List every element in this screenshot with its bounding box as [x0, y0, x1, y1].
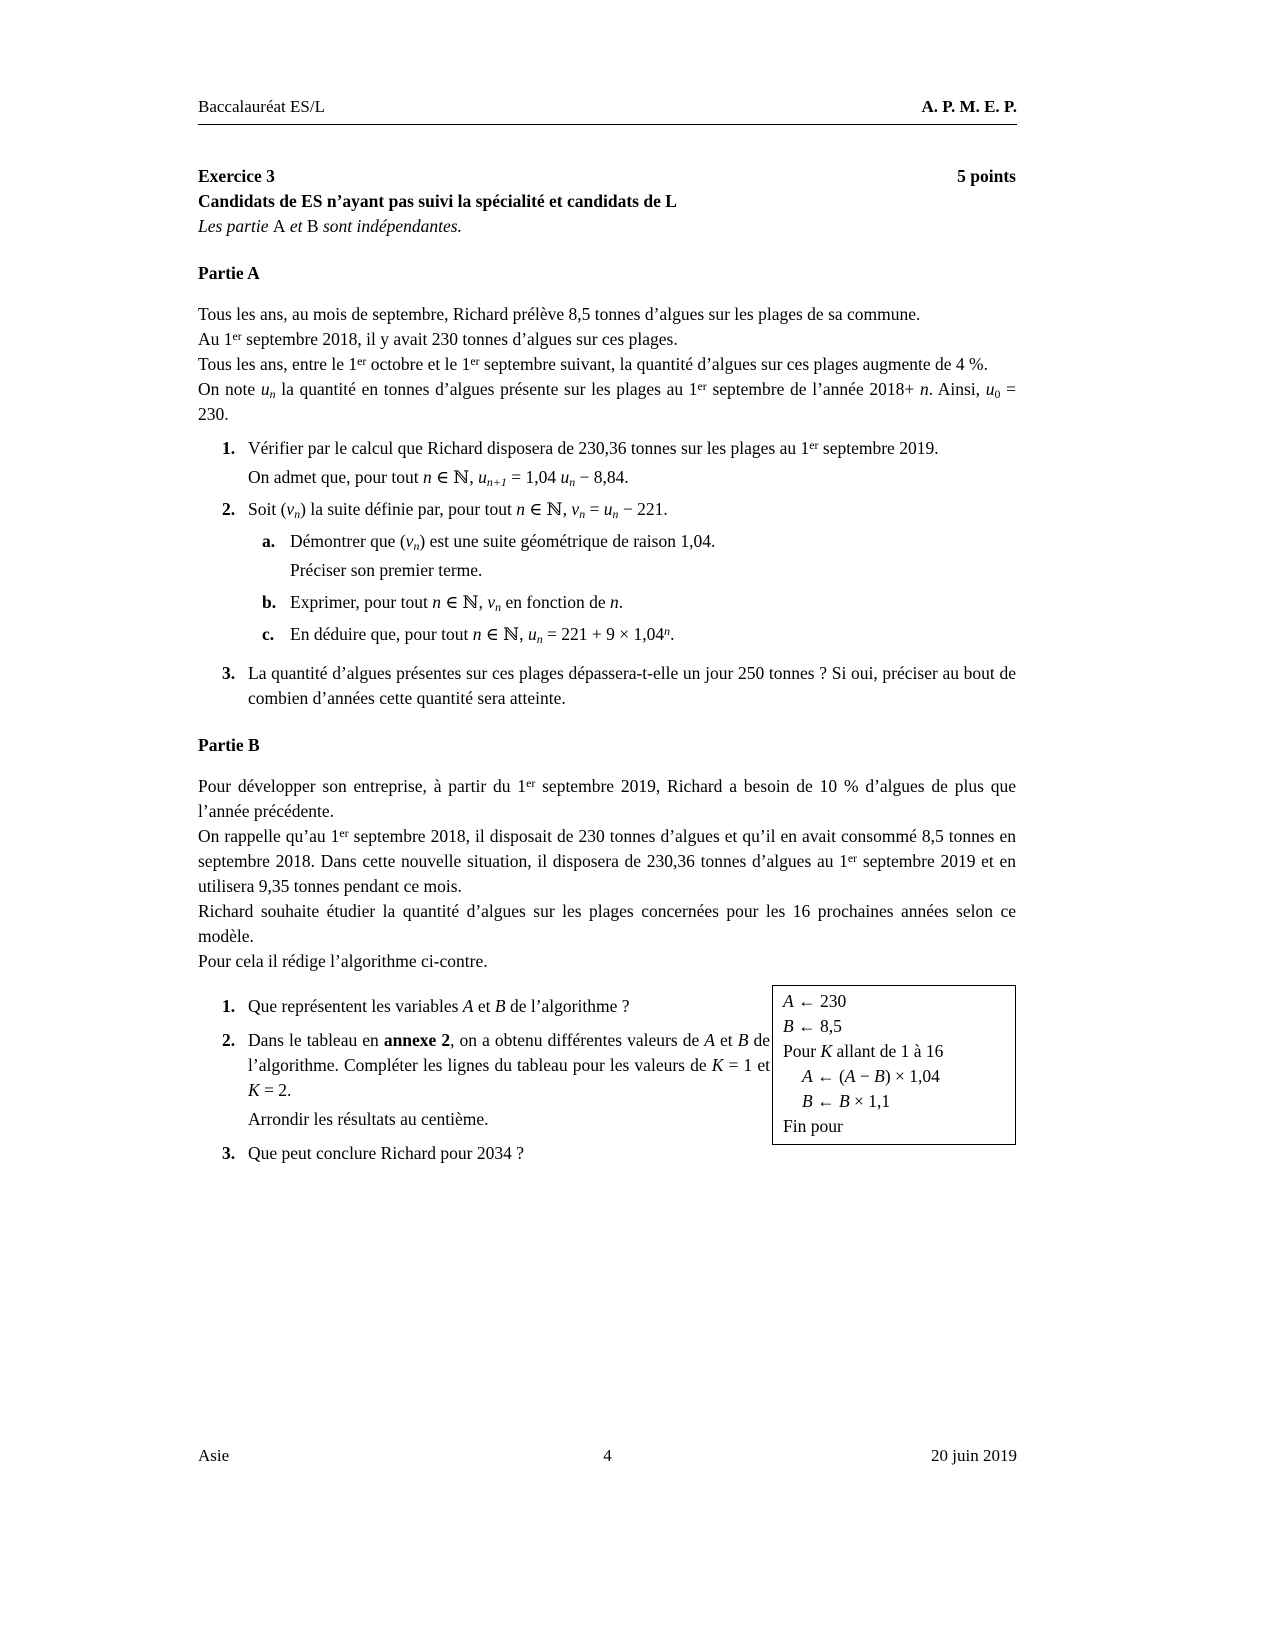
- part-b-questions-and-algorithm: [198, 985, 1016, 1175]
- item-text: En déduire que, pour tout n ∈ ℕ, $u_n = 221 + 9 \times 1,04^n$.: [290, 623, 675, 646]
- page-content: [198, 164, 1016, 1175]
- exercise-title: Exercice 3: [198, 166, 275, 186]
- algorithm-line: Fin pour: [783, 1116, 843, 1136]
- paragraph: Richard souhaite étudier la quantité d’algues sur les plages concernées pour les 16 prochaines années selon ce modèle.: [198, 901, 1016, 946]
- paragraph: Tous les ans, entre le 1er octobre et le 1er septembre suivant, la quantité d’algues sur ces plages augmente de 4 %.: [198, 353, 988, 374]
- page-footer: [198, 1443, 1017, 1468]
- item-body: [248, 436, 1016, 490]
- list-item: [222, 1028, 770, 1132]
- page-header: [198, 94, 1017, 125]
- exercise-subtitle: Candidats de ES n’ayant pas suivi la spécialité et candidats de L: [198, 191, 677, 211]
- algorithm-line: A ← (A − B) × 1,04: [802, 1066, 940, 1086]
- item-body: [248, 497, 1016, 654]
- header-document-title: Baccalauréat ES/L: [198, 97, 325, 116]
- paragraph: Pour cela il rédige l’algorithme ci-contre.: [198, 951, 488, 971]
- item-text: Arrondir les résultats au centième.: [248, 1109, 489, 1129]
- item-text: Vérifier par le calcul que Richard disposera de 230,36 tonnes sur les plages au 1er septembre 2019.: [248, 437, 939, 458]
- exercise-points: 5 points: [957, 166, 1016, 186]
- paragraph: On rappelle qu’au 1er septembre 2018, il disposait de 230 tonnes d’algues et qu’il en avait consommé 8,5 tonnes en septembre 2018. Dans cette nouvelle situation, il disposera de 230,36 tonnes d’algues au 1er septembre 2019 et en utilisera 9,35 tonnes pendant ce mois.: [198, 825, 1016, 896]
- list-item: [222, 497, 1016, 654]
- paragraph: Tous les ans, au mois de septembre, Richard prélève 8,5 tonnes d’algues sur les plages de sa commune.: [198, 304, 921, 324]
- sub-list-item: [262, 622, 1016, 647]
- paragraph: Au 1er septembre 2018, il y avait 230 tonnes d’algues sur ces plages.: [198, 328, 678, 349]
- footer-date: 20 juin 2019: [931, 1446, 1017, 1465]
- footer-location: Asie: [198, 1446, 230, 1465]
- sub-list-item: [262, 529, 1016, 583]
- item-text: Dans le tableau en annexe 2, on a obtenu différentes valeurs de A et B de l’algorithme. Compléter les lignes du tableau pour les valeurs de K = 1 et K = 2.: [248, 1030, 770, 1100]
- item-number: 3.: [222, 663, 236, 683]
- paragraph: Pour développer son entreprise, à partir du 1er septembre 2019, Richard a besoin de 10 % d’algues de plus que l’année précédente.: [198, 775, 1016, 821]
- part-b-list: [198, 994, 770, 1175]
- item-number: 2.: [222, 1030, 236, 1050]
- item-text: Préciser son premier terme.: [290, 560, 483, 580]
- list-item: [222, 1141, 770, 1166]
- paragraph: On note $u_n$ la quantité en tonnes d’algues présente sur les plages au 1er septembre de l’année 2018+ n. Ainsi, $u_0 = 230$.: [198, 378, 1016, 424]
- list-item: [222, 436, 1016, 490]
- algorithm-line: A ← 230: [783, 991, 847, 1011]
- item-letter: b.: [262, 592, 277, 612]
- algorithm-line: B ← 8,5: [783, 1016, 842, 1036]
- item-number: 3.: [222, 1143, 236, 1163]
- item-body: [248, 661, 1016, 711]
- part-b-heading: Partie B: [198, 735, 260, 755]
- item-text: Que peut conclure Richard pour 2034 ?: [248, 1143, 525, 1163]
- item-text: La quantité d’algues présentes sur ces plages dépassera-t-elle un jour 250 tonnes ? Si oui, préciser au bout de combien d’années cette quantité sera atteinte.: [248, 663, 1016, 708]
- item-text: Soit $(v_n)$ la suite définie par, pour tout n ∈ ℕ, $v_n = u_n - 221$.: [248, 499, 668, 521]
- item-number: 1.: [222, 438, 236, 458]
- item-number: 1.: [222, 996, 236, 1016]
- header-organization: A. P. M. E. P.: [921, 97, 1017, 116]
- sub-list: [248, 529, 1016, 647]
- item-text: On admet que, pour tout n ∈ ℕ, $u_{n+1} = 1,04$ $u_n - 8,84$.: [248, 467, 629, 489]
- list-item: [222, 661, 1016, 711]
- part-a-heading: Partie A: [198, 263, 260, 283]
- item-number: 2.: [222, 499, 236, 519]
- part-a-list: [198, 436, 1016, 711]
- exercise-header: [198, 164, 1016, 189]
- algorithm-box: [772, 985, 1016, 1145]
- algorithm-line: B ← B × 1,1: [802, 1091, 891, 1111]
- sub-list-item: [262, 590, 1016, 615]
- item-text: Exprimer, pour tout n ∈ ℕ, $v_n$ en fonction de n.: [290, 592, 624, 614]
- independence-note: Les partie A et B sont indépendantes.: [198, 216, 462, 236]
- item-letter: c.: [262, 624, 275, 644]
- algorithm-line: Pour K allant de 1 à 16: [783, 1041, 944, 1061]
- item-text: Que représentent les variables A et B de l’algorithme ?: [248, 996, 630, 1016]
- item-letter: a.: [262, 531, 276, 551]
- list-item: [222, 994, 770, 1019]
- item-text: Démontrer que $(v_n)$ est une suite géométrique de raison 1,04.: [290, 531, 716, 553]
- footer-page-number: 4: [603, 1446, 612, 1465]
